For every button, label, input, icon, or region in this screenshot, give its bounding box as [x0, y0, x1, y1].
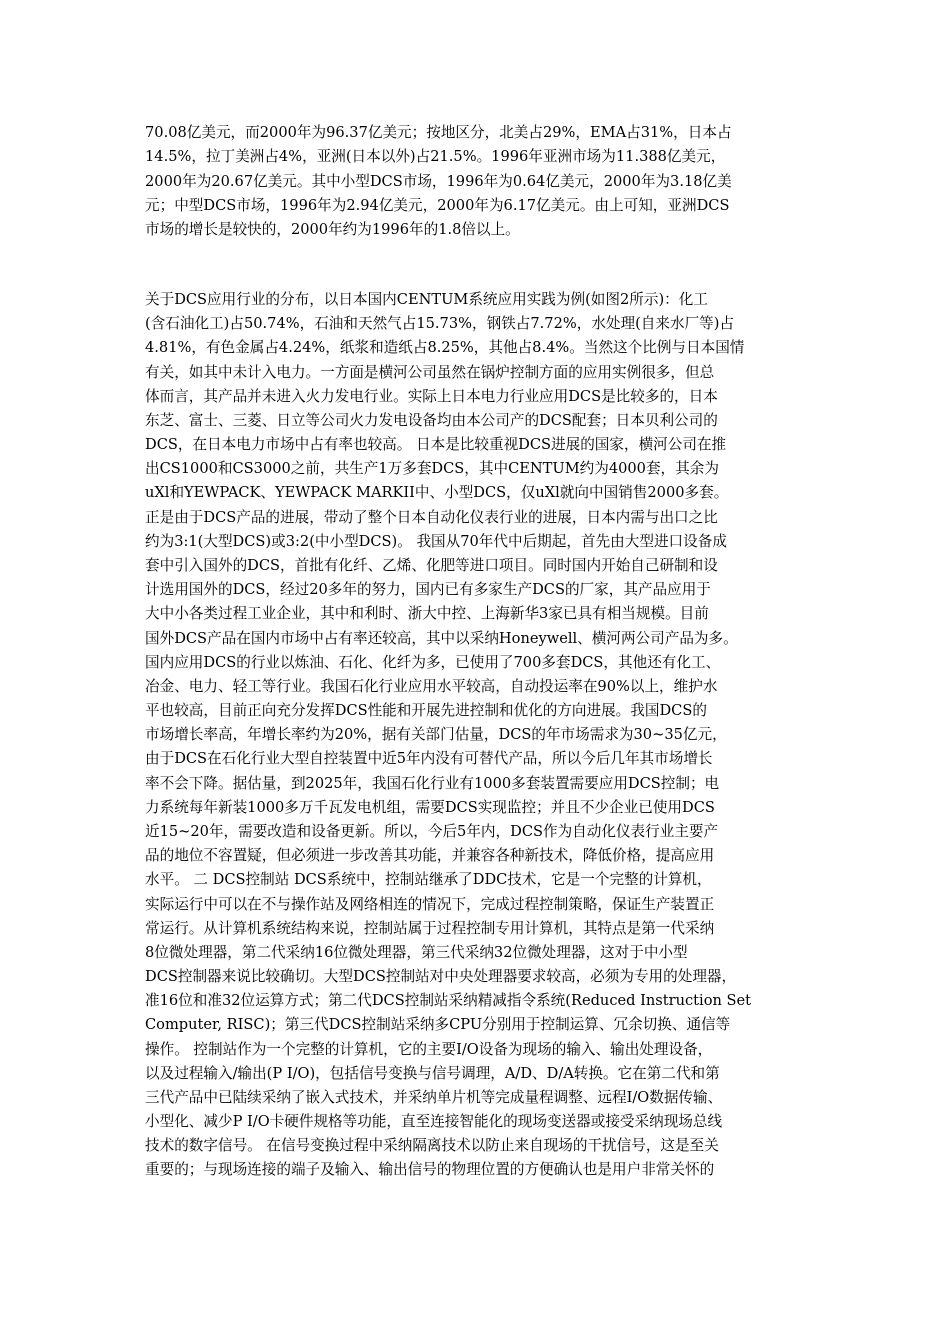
text-line: 东芝、富士、三菱、日立等公司火力发电设备均由本公司产的DCS配套；日本贝利公司的 [145, 411, 718, 429]
text-line: 元；中型DCS市场，1996年为2.94亿美元，2000年为6.17亿美元。由上可知，亚洲DCS [145, 196, 730, 214]
text-line: 品的地位不容置疑，但必须进一步改善其功能，并兼容各种新技术，降低价格，提高应用 [145, 847, 715, 865]
text-line: 国外DCS产品在国内市场中占有率还较高，其中以采纳Honeywell、横河两公司产品为多。 [145, 629, 738, 647]
text-line: uXl和YEWPACK、YEWPACK MARKII中、小型DCS，仅uXl就向中国销售2000多套。 [145, 484, 729, 502]
text-line: 市场增长率高，年增长率约为20%，据有关部门估量，DCS的年市场需求为30~35亿元， [145, 726, 727, 744]
text-line: 重要的；与现场连接的端子及输入、输出信号的物理位置的方便确认也是用户非常关怀的 [145, 1161, 715, 1179]
text-line: 出CS1000和CS3000之前，共生产1万多套DCS，其中CENTUM约为4000套，其余为 [145, 460, 719, 478]
text-line: 70.08亿美元，而2000年为96.37亿美元；按地区分，北美占29%，EMA占31%，日本占 [145, 124, 732, 141]
text-line: 常运行。从计算机系统结构来说，控制站属于过程控制专用计算机，其特点是第一代采纳 [145, 919, 715, 937]
text-line: 市场的增长是较快的，2000年约为1996年的1.8倍以上。 [145, 221, 520, 239]
text-line: 有关，如其中未计入电力。一方面是横河公司虽然在锅炉控制方面的应用实例很多，但总 [145, 363, 715, 381]
text-line: 小型化、减少P I/O卡硬件规格等功能，直至连接智能化的现场变送器或接受采纳现场总线 [145, 1113, 723, 1131]
text-line: 国内应用DCS的行业以炼油、石化、化纤为多，已使用了700多套DCS，其他还有化工、 [145, 653, 721, 671]
text-line: 准16位和准32位运算方式；第二代DCS控制站采纳精减指令系统(Reduced Instruction Set [145, 992, 752, 1010]
text-line: 正是由于DCS产品的进展，带动了整个日本自动化仪表行业的进展，日本内需与出口之比 [145, 508, 718, 526]
text-line: 操作。 控制站作为一个完整的计算机，它的主要I/O设备为现场的输入、输出处理设备， [145, 1040, 713, 1058]
text-line: 力系统每年新装1000多万千瓦发电机组，需要DCS实现监控；并且不少企业已使用DCS [145, 798, 715, 816]
text-line: 计选用国外的DCS，经过20多年的努力，国内已有多家生产DCS的厂家，其产品应用于 [145, 581, 711, 599]
text-line: 大中小各类过程工业企业，其中和利时、浙大中控、上海新华3家已具有相当规模。目前 [145, 605, 709, 623]
text-line: 冶金、电力、轻工等行业。我国石化行业应用水平较高，自动投运率在90%以上，维护水 [145, 677, 718, 695]
text-line: 4.81%，有色金属占4.24%，纸浆和造纸占8.25%，其他占8.4%。当然这个比例与日本国情 [145, 339, 745, 357]
text-line: 约为3:1(大型DCS)或3:2(中小型DCS)。 我国从70年代中后期起，首先由大型进口设备成 [145, 532, 727, 550]
text-line: 关于DCS应用行业的分布，以日本国内CENTUM系统应用实践为例(如图2所示)：化工 [145, 291, 708, 308]
text-line: (含石油化工)占50.74%，石油和天然气占15.73%，钢铁占7.72%，水处理(自来水厂等)占 [145, 315, 735, 333]
text-line: 三代产品中已陆续采纳了嵌入式技术，并采纳单片机等完成量程调整、远程I/O数据传输、 [145, 1088, 723, 1106]
text-line: 实际运行中可以在不与操作站及网络相连的情况下，完成过程控制策略，保证生产装置正 [145, 895, 715, 913]
text-line: 技术的数字信号。 在信号变换过程中采纳隔离技术以防止来自现场的干扰信号，这是至关 [145, 1137, 719, 1155]
text-line: 水平。 二 DCS控制站 DCS系统中，控制站继承了DDC技术，它是一个完整的计算机， [145, 871, 712, 889]
text-line: DCS控制器来说比较确切。大型DCS控制站对中央处理器要求较高，必须为专用的处理器， [145, 968, 737, 986]
text-line: Computer, RISC)；第三代DCS控制站采纳多CPU分别用于控制运算、冗余切换、通信等 [145, 1016, 731, 1034]
text-line: 套中引入国外的DCS，首批有化纤、乙烯、化肥等进口项目。同时国内开始自己研制和设 [145, 556, 718, 574]
text-line: 率不会下降。据估量，到2025年，我国石化行业有1000多套装置需要应用DCS控制；电 [145, 774, 720, 792]
text-line: 以及过程输入/输出(P I/O)，包括信号变换与信号调理，A/D、D/A转换。它在第二代和第 [145, 1064, 720, 1082]
text-line: 近15~20年，需要改造和设备更新。所以，今后5年内，DCS作为自动化仪表行业主要产 [145, 822, 719, 840]
text-line: 2000年为20.67亿美元。其中小型DCS市场，1996年为0.64亿美元，2000年为3.18亿美 [145, 172, 732, 190]
text-line: 8位微处理器，第二代采纳16位微处理器，第三代采纳32位微处理器，这对于中小型 [145, 943, 688, 961]
text-line: DCS，在日本电力市场中占有率也较高。 日本是比较重视DCS进展的国家，横河公司在推 [145, 436, 727, 454]
text-line: 由于DCS在石化行业大型自控装置中近5年内没有可替代产品，所以今后几年其市场增长 [145, 750, 713, 768]
text-line: 14.5%，拉丁美洲占4%，亚洲(日本以外)占21.5%。1996年亚洲市场为11.388亿美元， [145, 148, 726, 166]
text-line: 体而言，其产品并未进入火力发电行业。实际上日本电力行业应用DCS是比较多的，日本 [145, 387, 718, 405]
text-line: 平也较高，目前正向充分发挥DCS性能和开展先进控制和优化的方向进展。我国DCS的 [145, 702, 707, 720]
